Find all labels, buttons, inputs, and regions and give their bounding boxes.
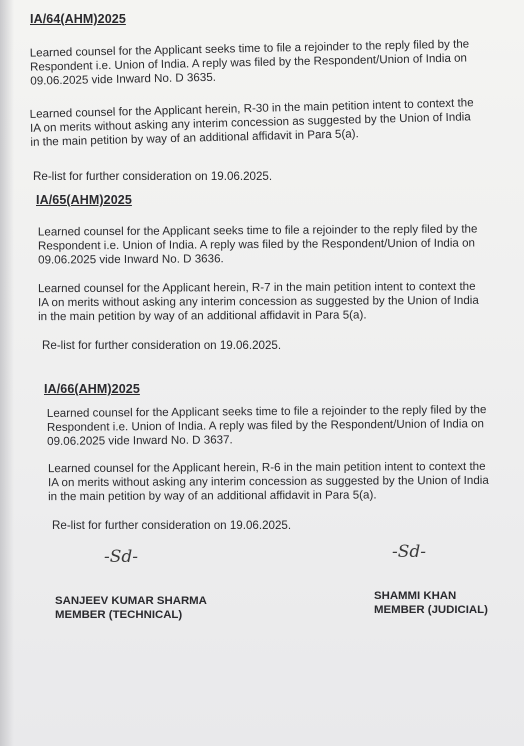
section-ia65-para-1: Learned counsel for the Applicant seeks time to file a rejoinder to the reply filed by the Respondent i.e. Union of India. A reply was filed by the Respondent/Union of India on 09.06.2025 vide Inward No. D 3636.	[37, 222, 478, 267]
section-ia65-para-2: Learned counsel for the Applicant herein, R-7 in the main petition intent to context the IA on merits without asking any interim concession as suggested by the Union of India in the main petition by way of an additional affidavit in Para 5(a).	[37, 279, 479, 324]
section-heading-ia65: IA/65(AHM)2025	[36, 193, 132, 207]
signatory-right	[374, 589, 488, 617]
section-ia66-para-2: Learned counsel for the Applicant herein, R-6 in the main petition intent to context the IA on merits without asking any interim concession as suggested by the Union of India in the main petition by way of an additional affidavit in Para 5(a).	[47, 459, 489, 504]
signatory-right-title: MEMBER (JUDICIAL)	[374, 604, 488, 616]
signatory-right-name: SHAMMI KHAN	[374, 590, 457, 602]
section-ia65-para-3: Re-list for further consideration on 19.06.2025.	[42, 339, 282, 352]
section-ia64-para-3: Re-list for further consideration on 19.06.2025.	[33, 170, 273, 183]
section-heading-ia64: IA/64(AHM)2025	[30, 12, 126, 26]
signatory-left	[55, 594, 207, 622]
signatory-left-title: MEMBER (TECHNICAL)	[55, 609, 183, 621]
signature-mark-right: -Sd-	[392, 542, 427, 562]
section-heading-ia66: IA/66(AHM)2025	[44, 382, 140, 396]
section-ia64-para-1: Learned counsel for the Applicant seeks time to file a rejoinder to the reply filed by the Respondent i.e. Union of India. A reply was filed by the Respondent/Union of India on 09.06.2025 vide Inward No. D 3635.	[29, 37, 470, 88]
signature-mark-left: -Sd-	[104, 547, 139, 567]
section-ia66-para-3: Re-list for further consideration on 19.06.2025.	[52, 519, 292, 532]
section-ia66-para-1: Learned counsel for the Applicant seeks time to file a rejoinder to the reply filed by the Respondent i.e. Union of India. A reply was filed by the Respondent/Union of India on 09.06.2025 vide Inward No. D 3637.	[46, 403, 487, 448]
section-ia64-para-2: Learned counsel for the Applicant herein, R-30 in the main petition intent to context the IA on merits without asking any interim concession as suggested by the Union of India in the main petition by way of an additional affidavit in Para 5(a).	[29, 96, 474, 149]
signatory-left-name: SANJEEV KUMAR SHARMA	[55, 595, 207, 607]
page-edge-shadow	[0, 0, 14, 746]
